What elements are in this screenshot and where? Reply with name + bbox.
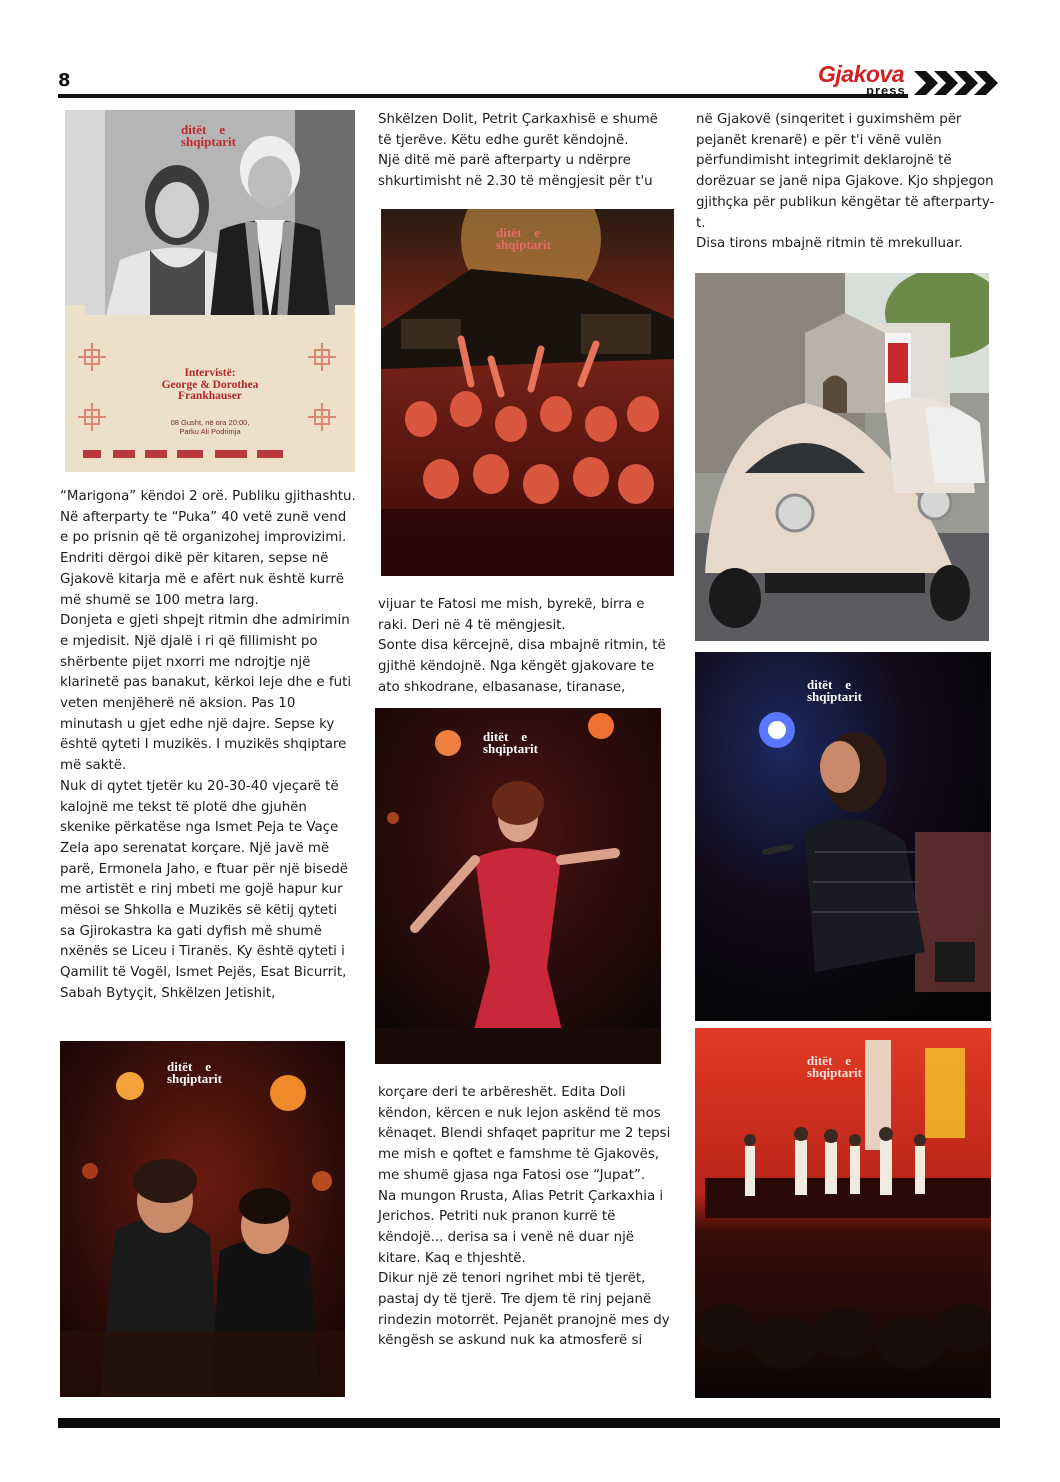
paragraph: Disa tirons mbajnë ritmin të mrekulluar. — [696, 236, 963, 252]
column3-top-text — [696, 110, 996, 255]
poster-date-line1: 08 Gusht, në ora 20:00, — [170, 418, 250, 427]
poster-brand-e: e — [219, 122, 226, 137]
chevrons-icon — [914, 68, 1002, 98]
paragraph: Një ditë më parë afterparty u ndërpre shkurtimisht në 2.30 të mëngjesit për t'u — [378, 153, 653, 190]
photo-brand-line1: ditët — [496, 225, 522, 240]
column1-text — [60, 487, 356, 1005]
poster-heading-line2: George & Dorothea — [161, 378, 259, 391]
photo-crowd — [381, 209, 674, 576]
photo-brand-e: e — [534, 225, 541, 240]
logo-title: Gjakova — [818, 61, 904, 87]
logo-subtitle: press — [866, 83, 906, 98]
paragraph: në Gjakovë (sinqeritet i guximshëm për pejanët krenarë) e për t'i vënë vulën përfundimisht integrimit deklarojnë të dorëzuar se janë nipa Gjakove. Kjo shpjegon gjithçka për publikun këngëtar të afterparty-t. — [696, 112, 995, 231]
photo-brand-line1: ditët — [483, 729, 509, 744]
photo-brand-line2: shqiptarit — [483, 741, 538, 756]
paragraph: Shkëlzen Dolit, Petrit Çarkaxhisë e shumë të tjerëve. Këtu edhe gurët këndojnë. — [378, 112, 658, 148]
column2-middle-text — [378, 595, 674, 699]
poster-brand — [181, 124, 236, 148]
event-poster — [65, 110, 355, 472]
photo-singer-microphone — [695, 652, 991, 1021]
column2-bottom-text — [378, 1083, 674, 1352]
poster-date-line2: Parku Ali Podrimja — [179, 427, 241, 436]
photo-brand — [496, 227, 551, 251]
photo-vintage-cars — [695, 273, 989, 641]
poster-brand-line1: ditët — [181, 122, 207, 137]
paragraph: korçare deri te arbëreshët. Edita Doli këndon, kërcen e nuk lejon askënd të mos kënaqet. Blendi shfaqet papritur me 2 tepsi me mish e qoftet e famshme të Gjakovës, me shumë gjasa nga Fatosi ose “Jupat”. — [378, 1085, 671, 1183]
photo-band-on-stage — [695, 1028, 991, 1398]
photo-duo-singers — [60, 1041, 345, 1397]
footer-rule — [58, 1418, 1000, 1428]
header-rule — [58, 94, 908, 98]
page-number: 8 — [58, 70, 71, 91]
paragraph: Sonte disa kërcejnë, disa mbajnë ritmin, të gjithë këndojnë. Nga këngët gjakovare te ato shkodrane, elbasanase, tiranase, — [378, 638, 666, 695]
paragraph: “Marigona” këndoi 2 orë. Publiku gjithashtu. Në afterparty te “Puka” 40 vetë zunë vend e po prisnin që të organizohej improvizimi. Endriti dërgoi dikë për kitaren, sepse në Gjakovë kitarja më e afërt nuk është kurrë më shumë se 100 metra larg. — [60, 489, 356, 608]
photo-brand-line2: shqiptarit — [807, 689, 862, 704]
paragraph: Na mungon Rrusta, Alias Petrit Çarkaxhia i Jerichos. Petriti nuk pranon kurrë të këndojë... derisa sa i venë në duar një kitare. Kaq e thjeshtë. — [378, 1188, 664, 1266]
column2-top-text — [378, 110, 674, 193]
photo-brand — [807, 1055, 862, 1079]
photo-brand-e: e — [521, 729, 528, 744]
paragraph: Donjeta e gjeti shpejt ritmin dhe admirimin e mjedisit. Një djalë i ri që fillimisht po shërbente pijet nxorri me ndrojtje një klarinetë pas banakut, kërkoi leje dhe e futi veten menjëherë në aksion. Pas 10 minutash u gjet edhe një dajre. Sepse ky është qyteti I muzikës. I muzikës shqiptare më saktë. — [60, 613, 352, 774]
poster-heading-line1: Intervistë: — [184, 367, 236, 379]
photo-singer-red-dress — [375, 708, 661, 1064]
photo-brand-e: e — [845, 1053, 852, 1068]
photo-brand-e: e — [205, 1059, 212, 1074]
photo-brand-line2: shqiptarit — [807, 1065, 862, 1080]
poster-heading — [65, 368, 355, 403]
poster-date — [65, 418, 355, 436]
photo-brand — [483, 731, 538, 755]
paragraph: Dikur një zë tenori ngrihet mbi të tjerët, pastaj dy të tjerë. Tre djem të rinj pejanë rindezin motorrët. Pejanët pranojnë mes dy këngësh se askund nuk ka atmosferë si — [378, 1271, 670, 1349]
photo-brand-line1: ditët — [807, 1053, 833, 1068]
photo-brand-line2: shqiptarit — [167, 1071, 222, 1086]
poster-heading-line3: Frankhauser — [178, 390, 242, 402]
photo-brand-e: e — [845, 677, 852, 692]
paragraph: Nuk di qytet tjetër ku 20-30-40 vjeçarë të kalojnë me tekst të plotë dhe gjuhën skenike përkatëse nga Ismet Peja te Vaçe Zela apo serenatat korçare. Një javë më parë, Ermonela Jaho, e ftuar për një bisedë me artistët e rinj mbeti me gojë hapur kur mësoi se Shkolla e Muzikës së këtij qyteti sa Gjirokastra ka gati dyfish më shumë nxënës se Liceu i Tiranës. Ky është qyteti i Qamilit të Vogël, Ismet Pejës, Esat Bicurrit, Sabah Bytyçit, Shkëlzen Jetishit, — [60, 778, 348, 1001]
photo-brand — [167, 1061, 222, 1085]
paragraph: vijuar te Fatosi me mish, byrekë, birra e raki. Deri në 4 të mëngjesit. — [378, 597, 645, 633]
publication-logo — [818, 61, 1002, 100]
photo-brand-line1: ditët — [167, 1059, 193, 1074]
photo-brand-line2: shqiptarit — [496, 237, 551, 252]
poster-brand-line2: shqiptarit — [181, 134, 236, 149]
photo-brand-line1: ditët — [807, 677, 833, 692]
photo-brand — [807, 679, 862, 703]
